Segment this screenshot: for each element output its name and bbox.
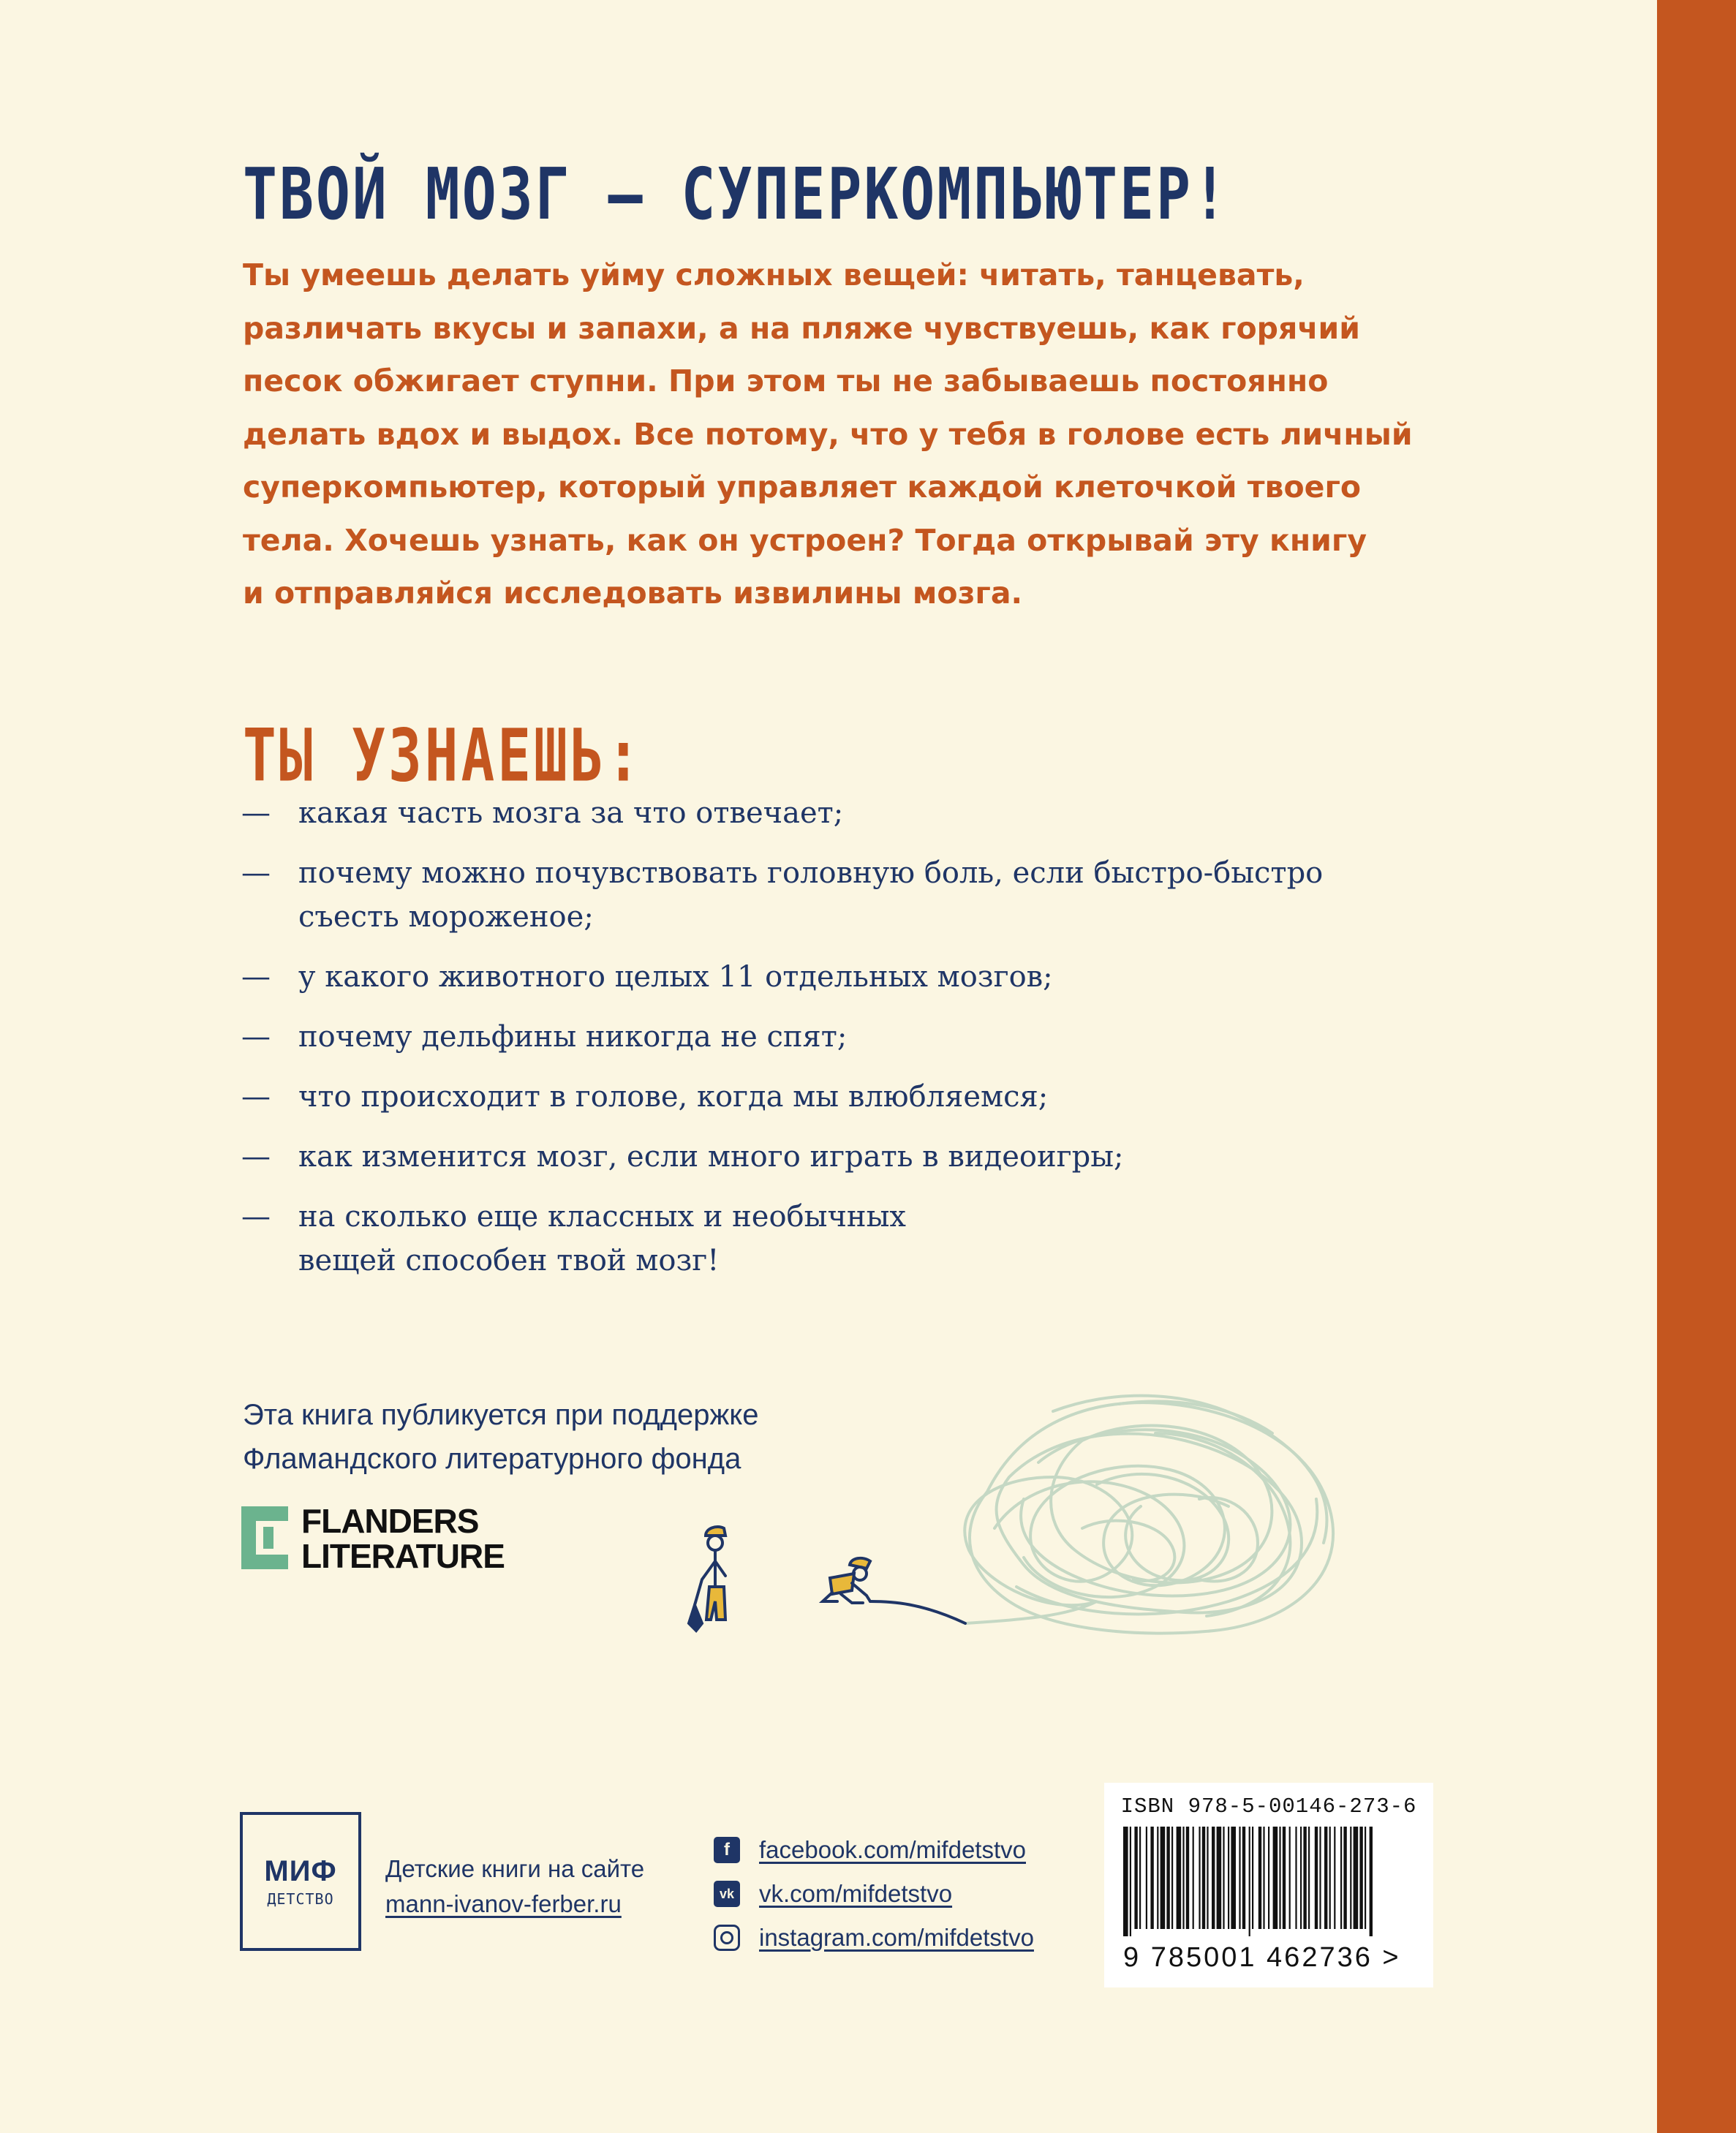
vk-icon: vk	[714, 1881, 740, 1907]
mif-logo-bottom: ДЕТСТВО	[267, 1890, 334, 1908]
flanders-mark-icon	[241, 1506, 288, 1569]
barcode-bar	[1177, 1827, 1182, 1929]
list-item	[241, 1195, 1484, 1283]
worker-standing-figure	[689, 1527, 725, 1631]
learn-heading: ТЫ УЗНАЕШЬ:	[243, 713, 644, 798]
list-dash: —	[241, 856, 271, 890]
social-link-instagram[interactable]	[714, 1916, 1034, 1960]
flanders-logo-line2: LITERATURE	[301, 1537, 505, 1575]
list-dash: —	[241, 1140, 271, 1174]
barcode-bar	[1308, 1827, 1310, 1929]
barcode-bar	[1182, 1827, 1184, 1929]
barcode-bar	[1370, 1827, 1373, 1936]
worker-kneeling-figure	[823, 1558, 965, 1623]
barcode-bar	[1279, 1827, 1280, 1929]
brain-scribble-illustration	[644, 1309, 1404, 1689]
list-item-text: у какого животного целых 11 отдельных мозгов;	[298, 960, 1053, 994]
barcode-bar	[1150, 1827, 1153, 1929]
barcode-bar	[1166, 1827, 1169, 1929]
barcode-bar	[1193, 1827, 1194, 1929]
list-item-text: почему можно почувствовать головную боль, если быстро-быстро съесть мороженое;	[298, 856, 1324, 934]
barcode-bar	[1295, 1827, 1297, 1929]
social-link-label[interactable]: facebook.com/mifdetstvo	[759, 1836, 1026, 1863]
barcode-bar	[1231, 1827, 1236, 1929]
barcode-bar	[1139, 1827, 1141, 1929]
barcode-bar	[1217, 1827, 1222, 1929]
barcode-bar	[1263, 1827, 1264, 1929]
barcode-bar	[1186, 1827, 1189, 1929]
barcode-bar	[1354, 1827, 1359, 1929]
barcode-bar	[1242, 1827, 1245, 1929]
barcode-bar	[1212, 1827, 1215, 1929]
barcode-bar	[1161, 1827, 1166, 1929]
barcode-bar	[1252, 1827, 1253, 1929]
barcode-bar	[1329, 1827, 1331, 1929]
intro-line: различать вкусы и запахи, а на пляже чувствуешь, как горячий	[243, 310, 1360, 346]
isbn-barcode	[1104, 1783, 1433, 1987]
flanders-logo-line1: FLANDERS	[301, 1502, 479, 1540]
social-links	[714, 1828, 1034, 1960]
page-title: ТВОЙ МОЗГ — СУПЕРКОМПЬЮТЕР!	[243, 154, 1229, 236]
barcode-bar	[1268, 1827, 1269, 1929]
social-link-label[interactable]: vk.com/mifdetstvo	[759, 1880, 953, 1907]
barcode-bar	[1343, 1827, 1346, 1929]
barcode-bar	[1334, 1827, 1335, 1929]
site-link[interactable]: mann-ivanov-ferber.ru	[385, 1890, 622, 1917]
intro-line: суперкомпьютер, который управляет каждой клеточкой твоего	[243, 469, 1362, 505]
barcode-bar	[1315, 1827, 1318, 1929]
list-item	[241, 1075, 1484, 1119]
barcode-bar	[1134, 1827, 1137, 1929]
intro-paragraph	[243, 249, 1486, 620]
barcode-bar	[1239, 1827, 1240, 1929]
list-item	[241, 851, 1484, 939]
barcode-bar	[1123, 1827, 1128, 1936]
barcode-bar	[1303, 1827, 1306, 1929]
barcode-bar	[1130, 1827, 1131, 1936]
intro-line: песок обжигает ступни. При этом ты не забываешь постоянно	[243, 363, 1329, 399]
list-item-text: какая часть мозга за что отвечает;	[298, 796, 844, 830]
barcode-bar	[1365, 1827, 1366, 1929]
barcode-bar	[1223, 1827, 1224, 1929]
support-line: Фламандского литературного фонда	[243, 1443, 741, 1475]
isbn-digits: 9 785001 462736 >	[1123, 1942, 1401, 1973]
list-item-text: как изменится мозг, если много играть в видеоигры;	[298, 1140, 1124, 1174]
list-dash: —	[241, 1020, 271, 1054]
barcode-bar	[1199, 1827, 1200, 1929]
list-item-text: что происходит в голове, когда мы влюбляемся;	[298, 1080, 1049, 1114]
barcode-bar	[1146, 1827, 1147, 1929]
barcode-bar	[1359, 1827, 1362, 1929]
brain-scribble	[965, 1396, 1333, 1634]
barcode-bar	[1340, 1827, 1342, 1929]
list-item	[241, 1135, 1484, 1179]
barcode-bar	[1324, 1827, 1327, 1929]
list-item	[241, 1015, 1484, 1059]
list-dash: —	[241, 1200, 271, 1234]
spine-stripe	[1657, 0, 1736, 2133]
mif-logo-top: МИФ	[264, 1855, 337, 1887]
intro-line: тела. Хочешь узнать, как он устроен? Тогда открывай эту книгу	[243, 522, 1367, 558]
barcode-bar	[1273, 1827, 1278, 1929]
barcode-bar	[1249, 1827, 1250, 1936]
intro-line: Ты умеешь делать уйму сложных вещей: читать, танцевать,	[243, 257, 1305, 292]
barcode-bar	[1319, 1827, 1321, 1929]
barcode-bar	[1171, 1827, 1173, 1929]
barcode-bar	[1258, 1827, 1261, 1929]
list-item-text: почему дельфины никогда не спят;	[298, 1020, 848, 1054]
barcode-bar	[1350, 1827, 1351, 1929]
list-item	[241, 791, 1484, 835]
barcode-bar	[1157, 1827, 1158, 1929]
intro-line: делать вдох и выдох. Все потому, что у тебя в голове есть личный	[243, 416, 1413, 452]
list-dash: —	[241, 1080, 271, 1114]
facebook-icon: f	[714, 1837, 740, 1863]
barcode-bar	[1202, 1827, 1205, 1929]
list-dash: —	[241, 796, 271, 830]
list-dash: —	[241, 960, 271, 994]
barcode-bar	[1300, 1827, 1302, 1929]
mif-detstvo-logo	[240, 1812, 361, 1951]
site-label: Детские книги на сайте	[385, 1855, 645, 1882]
social-link-vk[interactable]	[714, 1872, 1034, 1916]
barcode-bar	[1289, 1827, 1291, 1929]
barcode-bar	[1283, 1827, 1286, 1929]
list-item	[241, 955, 1484, 999]
publisher-site	[385, 1851, 644, 1922]
learn-list	[241, 791, 1484, 1299]
instagram-icon	[714, 1925, 740, 1951]
isbn-label: ISBN 978-5-00146-273-6	[1120, 1794, 1417, 1819]
barcode-bars	[1120, 1827, 1417, 1936]
intro-line: и отправляйся исследовать извилины мозга.	[243, 575, 1023, 611]
social-link-label[interactable]: instagram.com/mifdetstvo	[759, 1924, 1034, 1951]
barcode-bar	[1228, 1827, 1229, 1929]
support-line: Эта книга публикуется при поддержке	[243, 1399, 759, 1431]
barcode-bar	[1207, 1827, 1208, 1929]
social-link-facebook[interactable]	[714, 1828, 1034, 1872]
list-item-text: на сколько еще классных и необычных вещей способен твой мозг!	[298, 1200, 906, 1277]
